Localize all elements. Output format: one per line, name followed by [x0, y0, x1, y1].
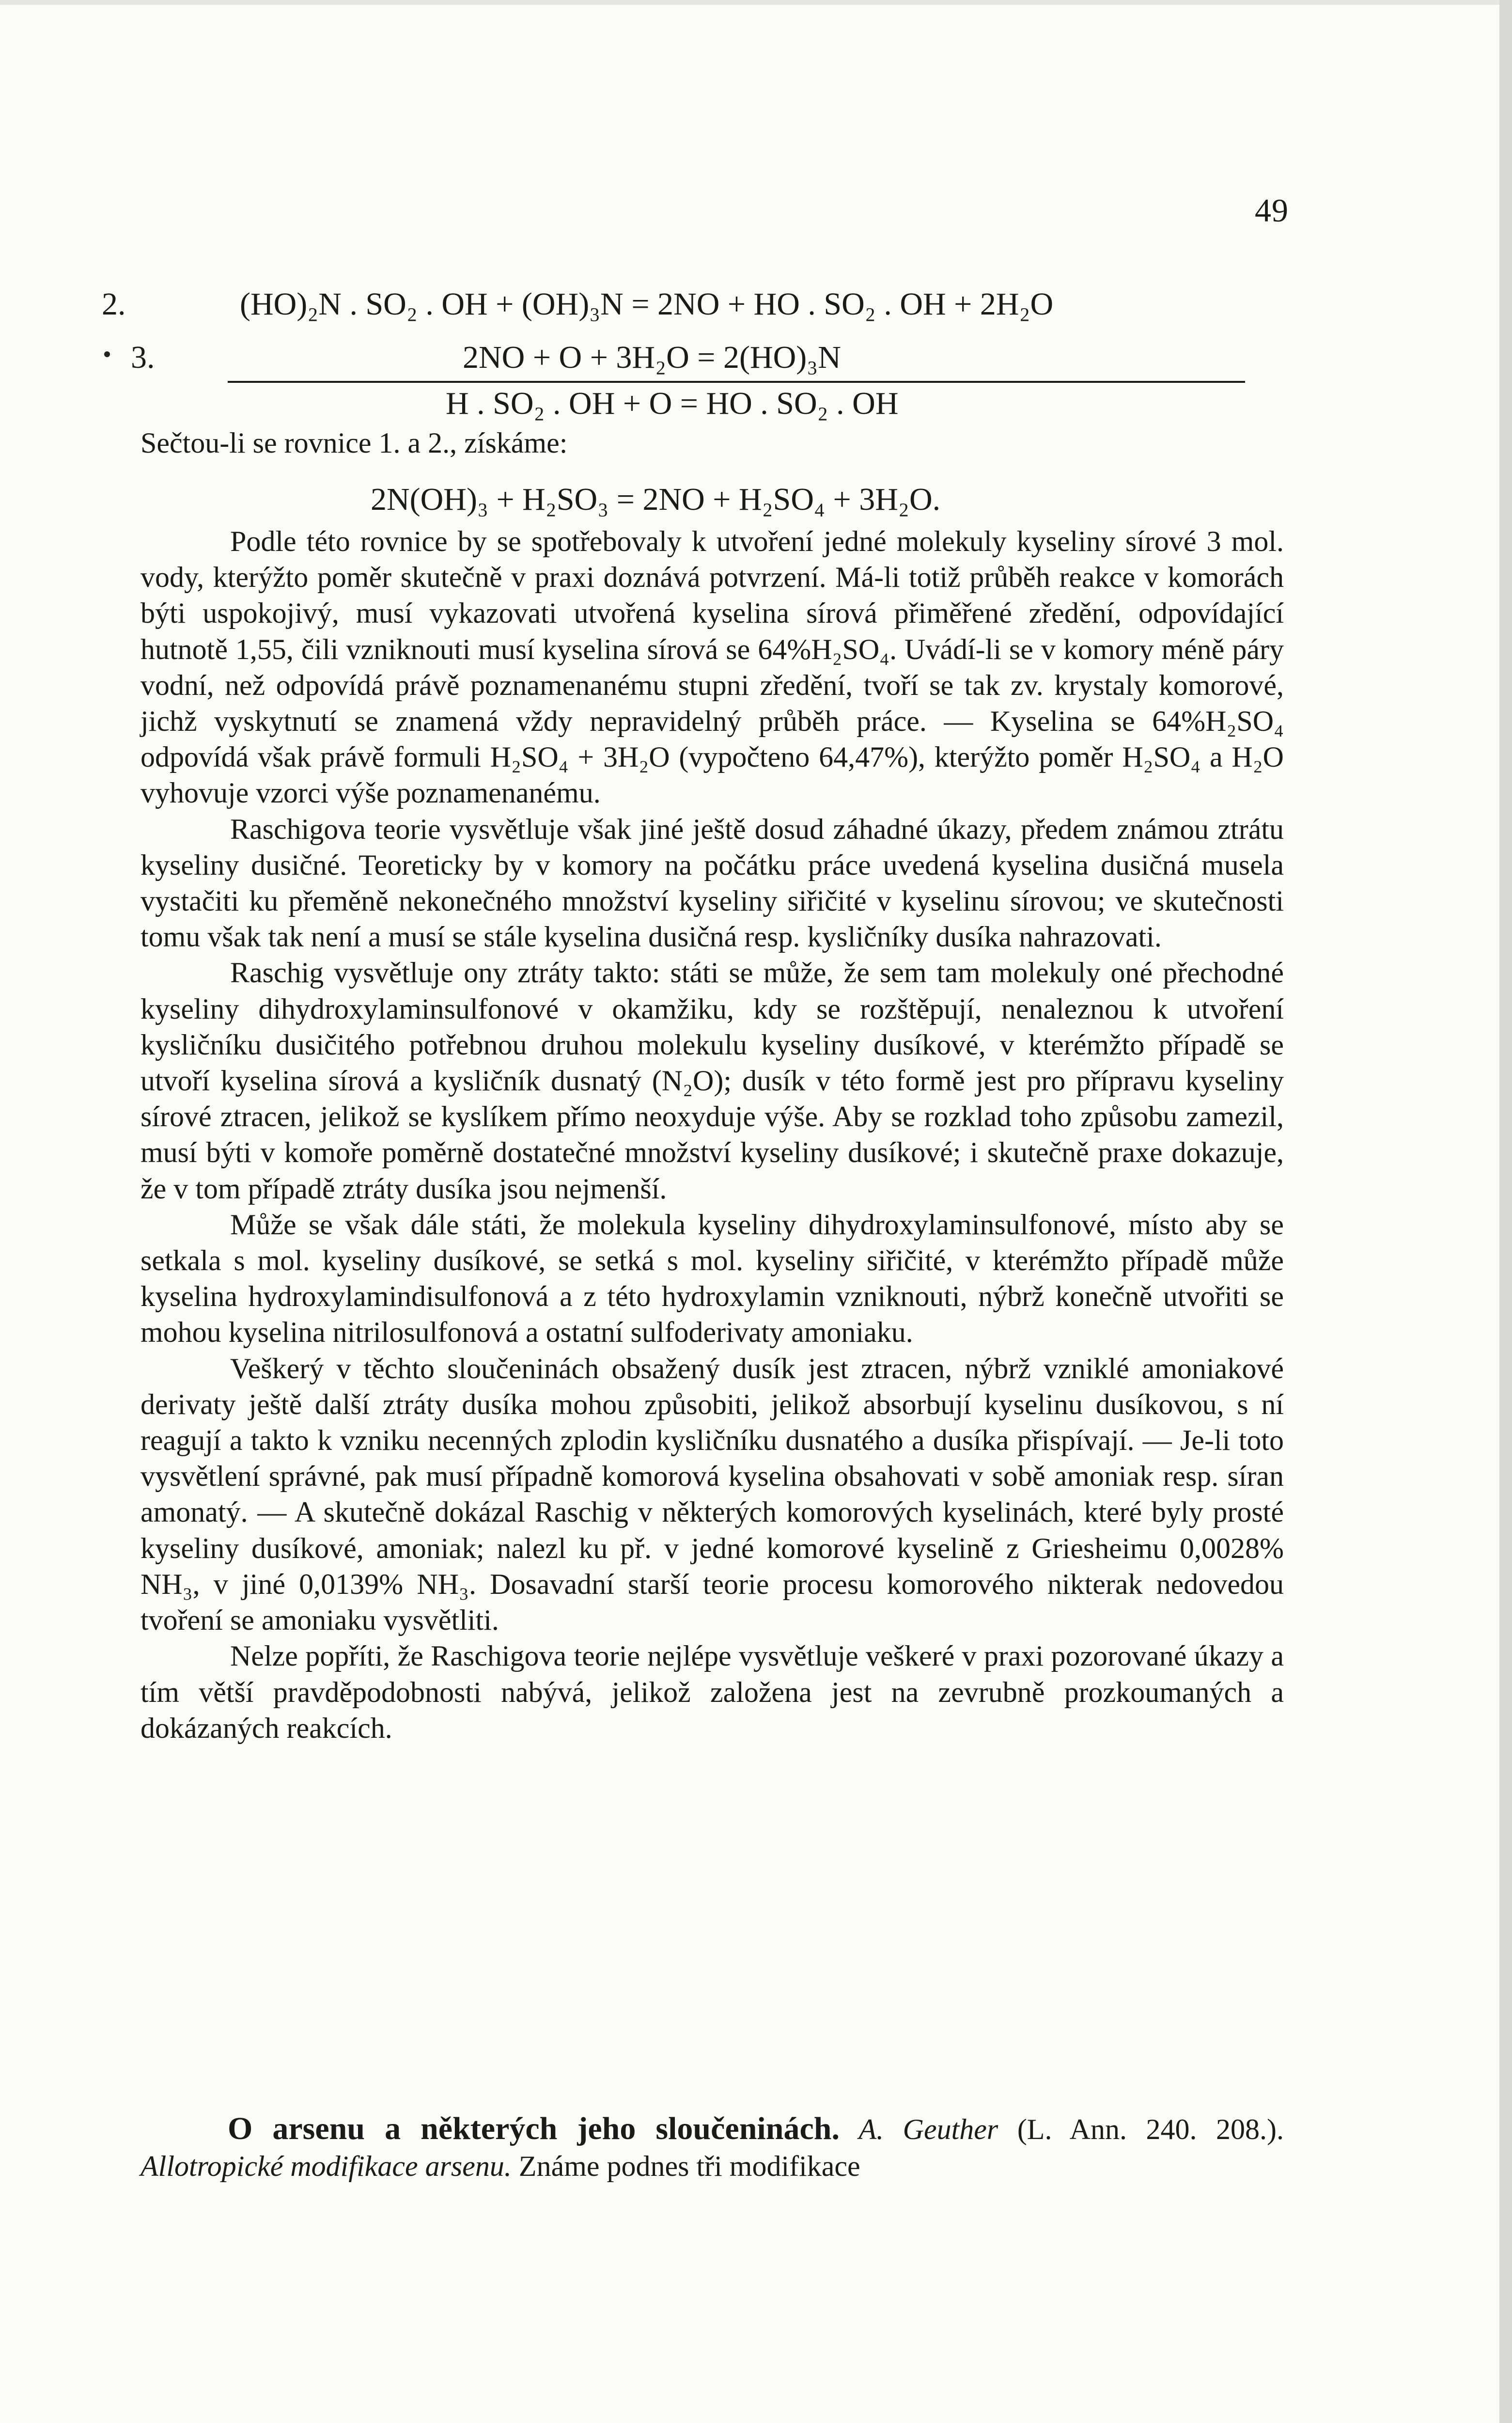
page-number: 49 — [1255, 192, 1289, 229]
equation-3-top: 2NO + O + 3H₂O = 2(HO)₃N — [463, 340, 841, 375]
paragraph-1: Podle této rovnice by se spotřebovaly k utvoření jedné molekuly kyseliny sírové 3 mol. vody, kterýžto poměr skutečně v praxi doznává potvrzení. Má-li totiž průběh reakce v komorách býti uspokojivý, musí vykazovati utvořená kyselina sírová přiměřené zředění, odpovídající hutnotě 1,55, čili vzniknouti musí kyselina sírová se 64%H₂SO₄. Uvádí-li se v komory méně páry vodní, než odpovídá právě poznamenanému stupni zředění, tvoří se tak zv. krystaly komorové, jichž vyskytnutí se znamená vždy nepravidelný průběh práce. — Kyselina se 64%H₂SO₄ odpovídá však právě formuli H₂SO₄ + 3H₂O (vypočteno 64,47%), kterýžto poměr H₂SO₄ a H₂O vyhovuje vzorci výše poznamenanému. — [140, 525, 1284, 809]
paragraph-2: Raschigova teorie vysvětluje však jiné ještě dosud záhadné úkazy, předem známou ztrátu kyseliny dusičné. Teoreticky by v komory na počátku práce uvedená kyselina dusičná musela vystačiti ku přeměně nekonečného množství kyseliny siřičité v kyselinu sírovou; ve skutečnosti tomu však tak není a musí se stále kyselina dusičná resp. kysličníky dusíka nahrazovati. — [140, 813, 1284, 953]
page-edge-top — [0, 0, 1512, 5]
paragraph-5: Veškerý v těchto sloučeninách obsažený dusík jest ztracen, nýbrž vzniklé amoniakové derivaty ještě další ztráty dusíka mohou způsobiti, jelikož absorbují kyselinu dusíkovou, s ní reagují a takto k vzniku necenných zplodin kysličníku dusnatého a dusíka přispívají. — Je-li toto vysvětlení správné, pak musí případně komorová kyselina obsahovati v sobě amoniak resp. síran amonatý. — A skutečně dokázal Raschig v některých komorových kyselinách, které byly prosté kyseliny dusíkové, amoniak; nalezl ku př. v jedné komorové kyselině z Griesheimu 0,0028% NH₃, v jiné 0,0139% NH₃. Dosavadní starší teorie procesu komorového nikterak nedovedou tvoření se amoniaku vysvětliti. — [140, 1352, 1284, 1636]
equation-3-bottom: H . SO₂ . OH + O = HO . SO₂ . OH — [446, 386, 899, 421]
section-heading: O arsenu a některých jeho sloučeninách. — [228, 2111, 840, 2146]
paragraph-3: Raschig vysvětluje ony ztráty takto: státi se může, že sem tam molekuly oné přechodné kyseliny dihydroxylaminsulfonové v okamžiku, kdy se rozštěpují, nenaleznou k utvoření kysličníku dusičitého potřebnou druhou molekulu kyseliny dusíkové, v kterémžto případě se utvoří kyselina sírová a kysličník dusnatý (N₂O); dusík v této formě jest pro přípravu kyseliny sírové ztracen, jelikož se kyslíkem přímo neoxyduje výše. Aby se rozklad toho způsobu zamezil, musí býti v komoře poměrně dostatečné množství kyseliny dusíkové; i skutečně praxe dokazuje, že v tom případě ztráty dusíka jsou nejmenší. — [140, 957, 1284, 1205]
section-arsenic — [140, 2110, 1284, 2185]
equation-2: (HO)₂N . SO₂ . OH + (OH)₃N = 2NO + HO . SO₂ . OH + 2H₂O — [240, 286, 1054, 322]
body-text — [140, 523, 1284, 1746]
section-text: Známe podnes tři modifikace — [518, 2150, 860, 2182]
section-reference: (L. Ann. 240. 208.). — [1017, 2113, 1284, 2145]
section-author: A. Geuther — [858, 2113, 998, 2145]
equation-3-number: 3. — [131, 340, 155, 375]
section-subtitle: Allotropické modifikace arsenu. — [140, 2150, 512, 2182]
paragraph-6: Nelze popříti, že Raschigova teorie nejlépe vysvětluje veškeré v praxi pozorované úkazy a tím větší pravděpodobnosti nabývá, jelikož založena jest na zevrubně prozkoumaných a dokázaných reakcích. — [140, 1640, 1284, 1744]
sum-formula: 2N(OH)₃ + H₂SO₃ = 2NO + H₂SO₄ + 3H₂O. — [371, 482, 941, 517]
equation-divider — [228, 381, 1245, 383]
equation-2-number: 2. — [102, 286, 126, 322]
sum-lead-text: Sečtou-li se rovnice 1. a 2., získáme: — [140, 427, 568, 459]
margin-dot — [104, 351, 110, 357]
page-edge-right — [1499, 0, 1512, 2423]
paragraph-4: Může se však dále státi, že molekula kyseliny dihydroxylaminsulfonové, místo aby se setkala s mol. kyseliny dusíkové, se setká s mol. kyseliny siřičité, v kterémžto případě může kyselina hydroxylamindisulfonová a z této hydroxylamin vzniknouti, nýbrž konečně utvořiti se mohou kyselina nitrilosulfonová a ostatní sulfoderivaty amoniaku. — [140, 1208, 1284, 1349]
